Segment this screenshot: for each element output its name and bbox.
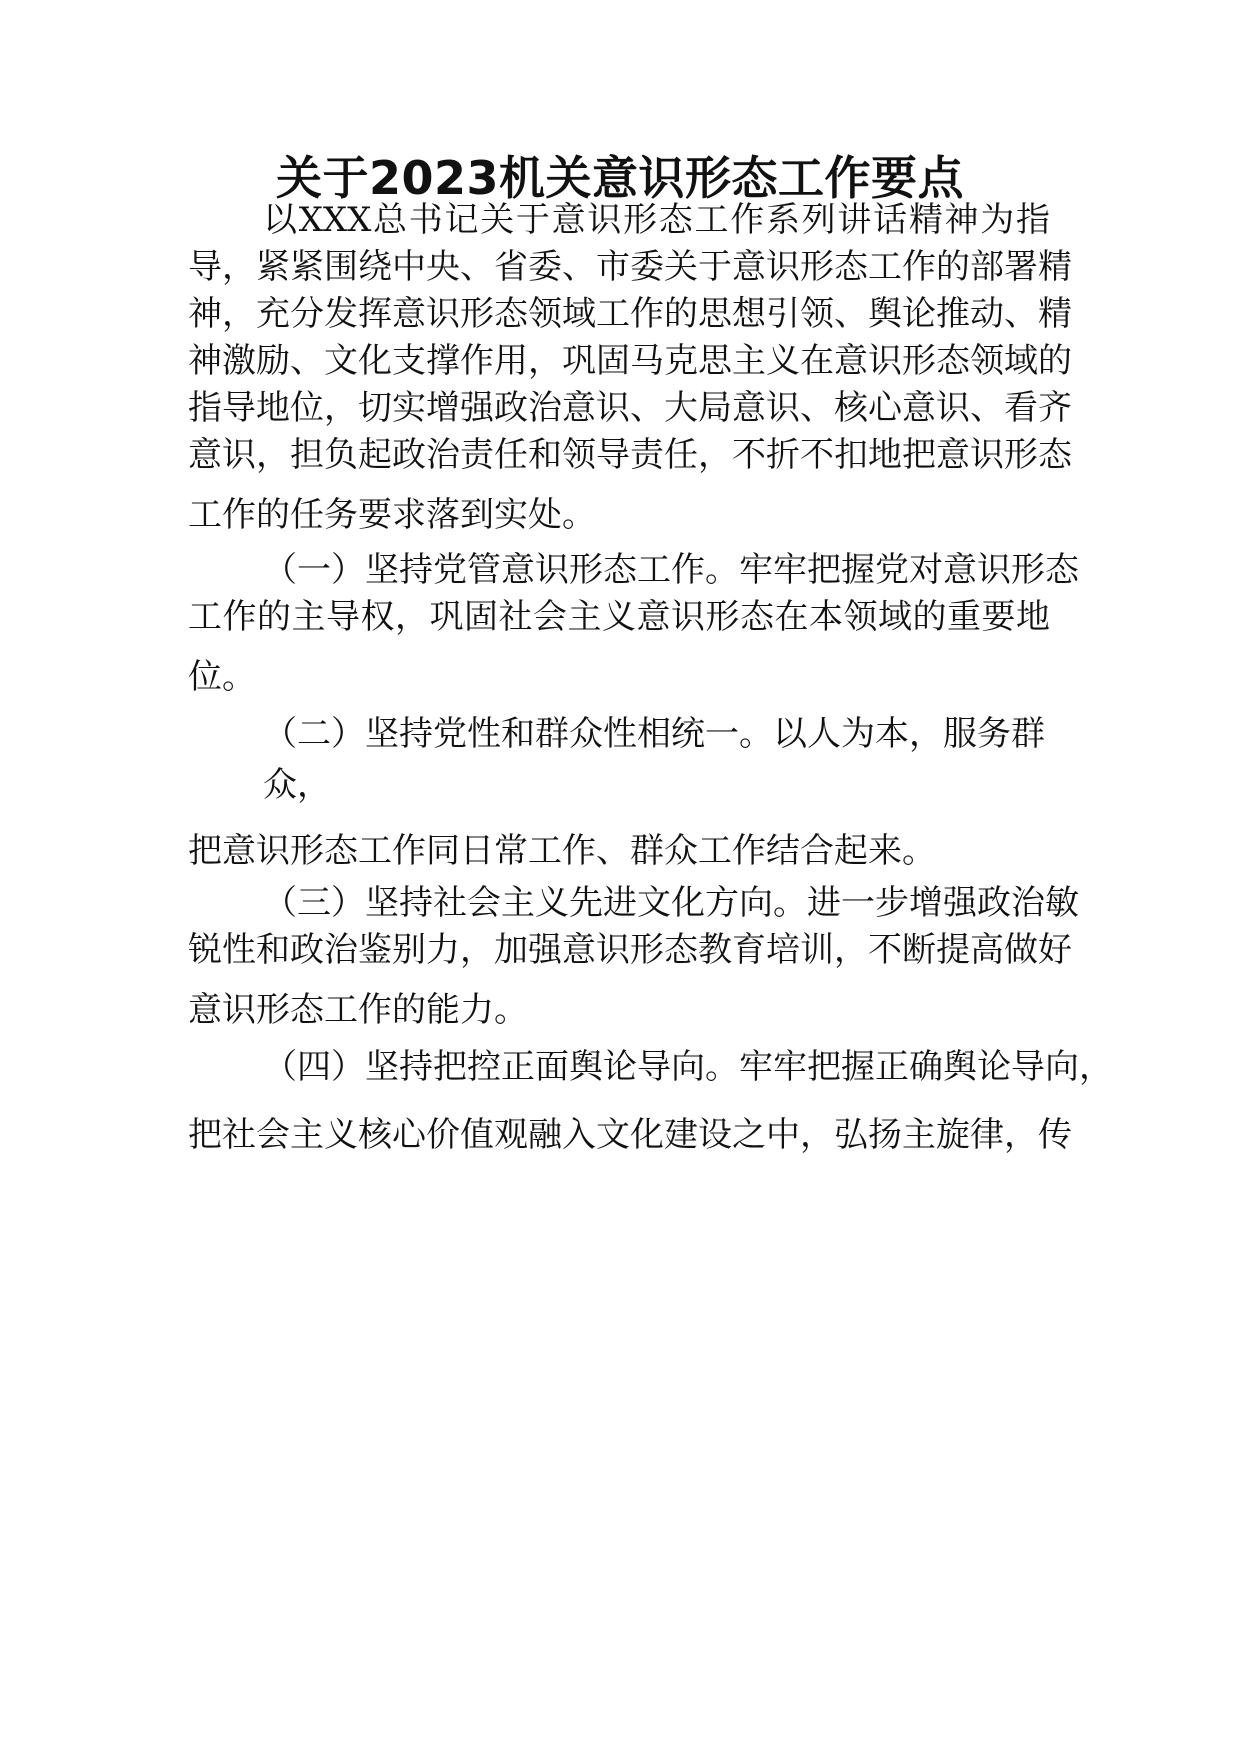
intro-line-5: 指导地位，切实增强政治意识、大局意识、核心意识、看齐	[188, 388, 1072, 428]
point3-line-1: （三）坚持社会主义先进文化方向。进一步增强政治敏	[263, 883, 1079, 923]
point1-line-2: 工作的主导权，巩固社会主义意识形态在本领域的重要地	[188, 597, 1050, 637]
point1-line-3: 位。	[188, 657, 256, 697]
intro-line-6: 意识，担负起政治责任和领导责任，不折不扣地把意识形态	[188, 435, 1072, 475]
intro-line-3: 神，充分发挥意识形态领域工作的思想引领、舆论推动、精	[188, 294, 1072, 334]
intro-line-1: 以XXX总书记关于意识形态工作系列讲话精神为指	[263, 200, 1050, 240]
point2-line-3: 把意识形态工作同日常工作、群众工作结合起来。	[188, 831, 936, 871]
point2-line-2: 众，	[263, 765, 331, 805]
point4-line-2: 把社会主义核心价值观融入文化建设之中，弘扬主旋律，传	[188, 1115, 1072, 1155]
point1-line-1: （一）坚持党管意识形态工作。牢牢把握党对意识形态	[263, 550, 1079, 590]
document-title: 关于2023机关意识形态工作要点	[275, 151, 965, 205]
point2-line-1: （二）坚持党性和群众性相统一。以人为本，服务群	[263, 714, 1045, 754]
intro-line-4: 神激励、文化支撑作用，巩固马克思主义在意识形态领域的	[188, 341, 1072, 381]
point3-line-3: 意识形态工作的能力。	[188, 990, 528, 1030]
point3-line-2: 锐性和政治鉴别力，加强意识形态教育培训，不断提高做好	[188, 930, 1072, 970]
intro-line-2: 导，紧紧围绕中央、省委、市委关于意识形态工作的部署精	[188, 247, 1072, 287]
point4-line-1: （四）坚持把控正面舆论导向。牢牢把握正确舆论导向，	[263, 1047, 1113, 1087]
intro-line-7: 工作的任务要求落到实处。	[188, 495, 596, 535]
